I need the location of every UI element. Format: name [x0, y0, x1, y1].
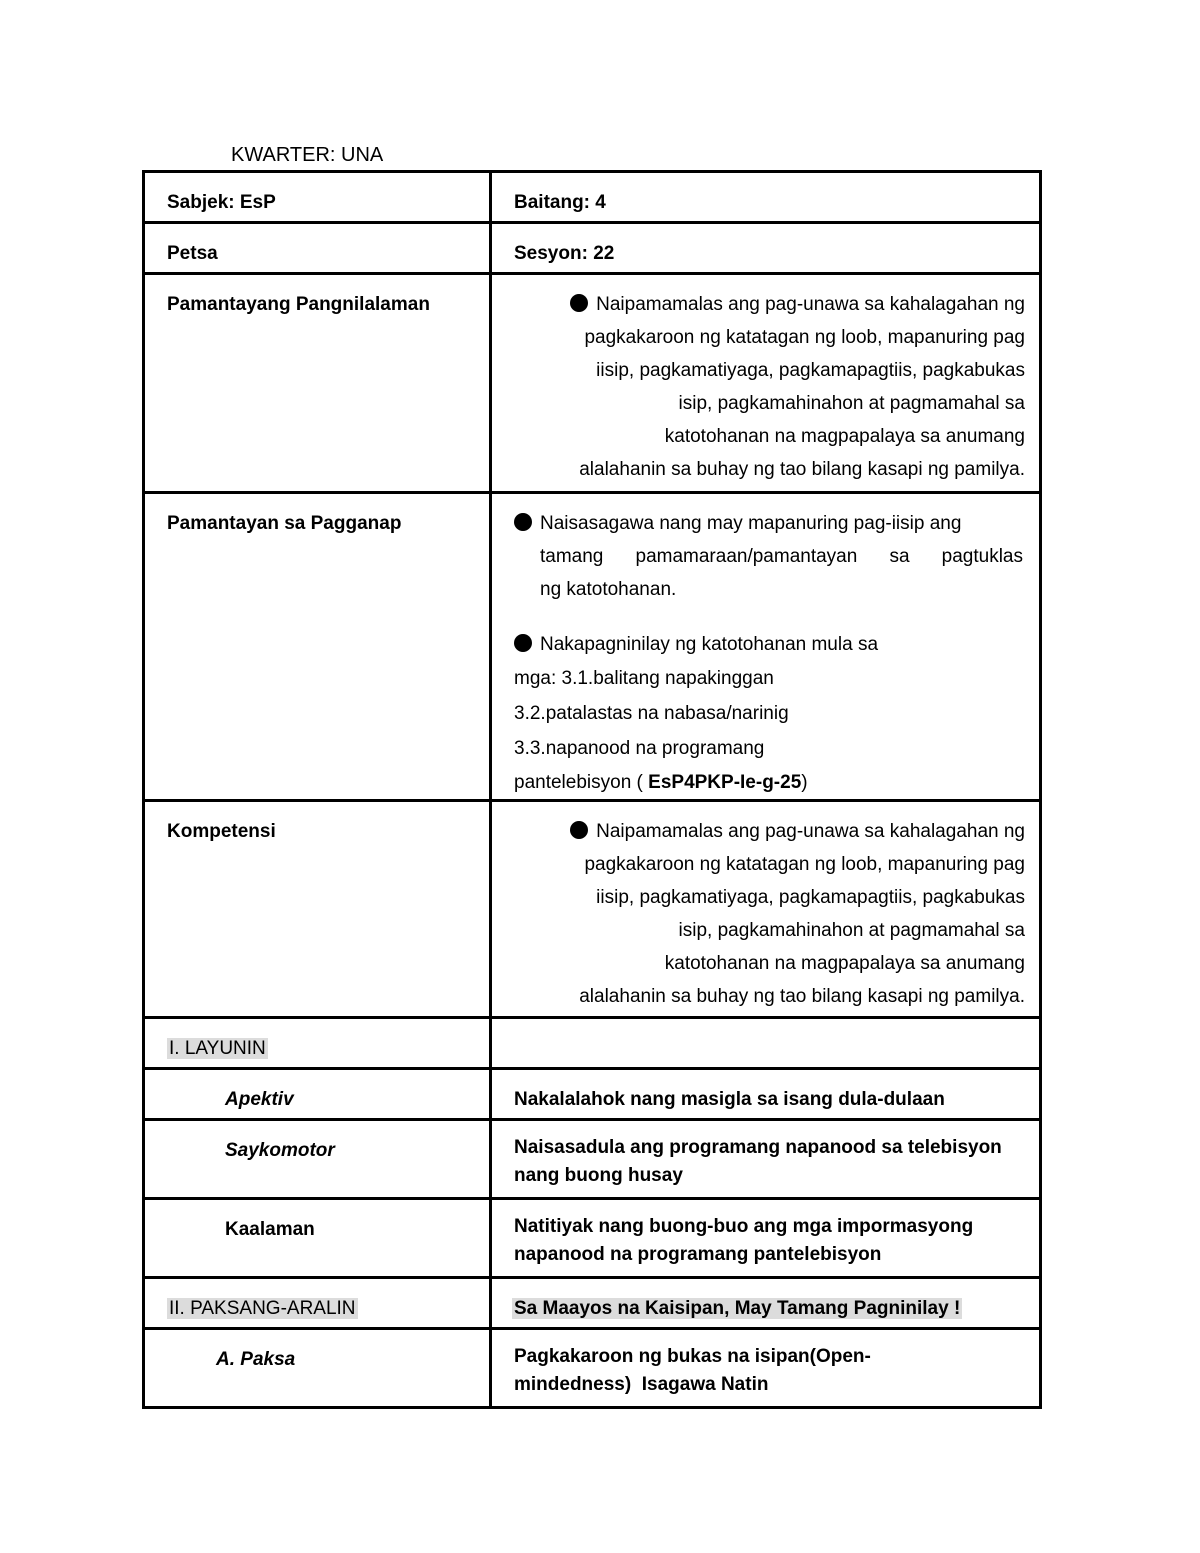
- knowledge-text: Natitiyak nang buong-buo ang mga impormasyong napanood na programang pantelebisyon: [514, 1216, 974, 1265]
- row-content-standard: [144, 274, 1041, 493]
- psychomotor-label: Saykomotor: [225, 1140, 335, 1161]
- row-knowledge: [144, 1199, 1041, 1278]
- quarter-heading: KWARTER: UNA: [231, 144, 384, 166]
- knowledge-label: Kaalaman: [225, 1219, 315, 1240]
- affective-label: Apektiv: [225, 1089, 294, 1110]
- row-objectives: [144, 1018, 1041, 1069]
- content-standard-label: Pamantayang Pangnilalaman: [167, 294, 430, 315]
- row-subject-matter: [144, 1278, 1041, 1329]
- topic-label: A. Paksa: [216, 1349, 296, 1370]
- row-affective: [144, 1069, 1041, 1120]
- competency-text: Naipamamalas ang pag-unawa sa kahalagahan ng pagkakaroon ng katatagan ng loob, mapanuring pag iisip, pagkamatiyaga, pagkamapagtiis, pagkabukas isip, pagkamahinahon at pagmamahal sa katotohanan na magpapalaya sa anumang alalahanin sa buhay ng tao bilang kasapi ng pamilya.: [492, 802, 1039, 1013]
- lesson-title: Sa Maayos na Kaisipan, May Tamang Pagninilay !: [514, 1298, 961, 1319]
- subject-label: Sabjek: EsP: [167, 192, 276, 213]
- bullet-icon: [514, 634, 532, 652]
- bullet-icon: [570, 294, 588, 312]
- topic-text: Pagkakaroon ng bukas na isipan(Open- mindedness) Isagawa Natin: [514, 1346, 871, 1395]
- content-standard-text: Naipamamalas ang pag-unawa sa kahalagahan ng pagkakaroon ng katatagan ng loob, mapanuring pag iisip, pagkamatiyaga, pagkamapagtiis, pagkabukas isip, pagkamahinahon at pagmamahal sa katotohanan na magpapalaya sa anumang alalahanin sa buhay ng tao bilang kasapi ng pamilya.: [492, 275, 1039, 486]
- row-performance-standard: [144, 493, 1041, 801]
- performance-standard-text: Naisasagawa nang may mapanuring pag-iisip ang tamang pamamaraan/pamantayan sa pagtuklas ng katotohanan. Nakapagninilay ng katotohanan mula sa mga: 3.1.balitang napakinggan 3.2.patalastas na nabasa/narinig 3.3.napanood na programang pantelebisyon ( EsP4PKP-Ie-g-25): [514, 513, 1023, 793]
- row-competency: [144, 801, 1041, 1018]
- bullet-icon: [570, 821, 588, 839]
- row-date: [144, 223, 1041, 274]
- lesson-plan-table: [142, 170, 1042, 1409]
- bullet-icon: [514, 513, 532, 531]
- competency-label: Kompetensi: [167, 821, 276, 842]
- competency-code: EsP4PKP-Ie-g-25: [648, 772, 802, 793]
- psychomotor-text: Naisasadula ang programang napanood sa telebisyon nang buong husay: [514, 1137, 1002, 1186]
- row-psychomotor: [144, 1120, 1041, 1199]
- row-topic: [144, 1329, 1041, 1408]
- objectives-heading: I. LAYUNIN: [169, 1038, 266, 1059]
- session-label: Sesyon: 22: [514, 243, 615, 264]
- grade-label: Baitang: 4: [514, 192, 606, 213]
- performance-standard-label: Pamantayan sa Pagganap: [167, 513, 402, 534]
- affective-text: Nakalalahok nang masigla sa isang dula-dulaan: [514, 1089, 945, 1110]
- date-label: Petsa: [167, 243, 218, 264]
- row-subject: [144, 172, 1041, 223]
- subject-matter-heading: II. PAKSANG-ARALIN: [169, 1298, 356, 1319]
